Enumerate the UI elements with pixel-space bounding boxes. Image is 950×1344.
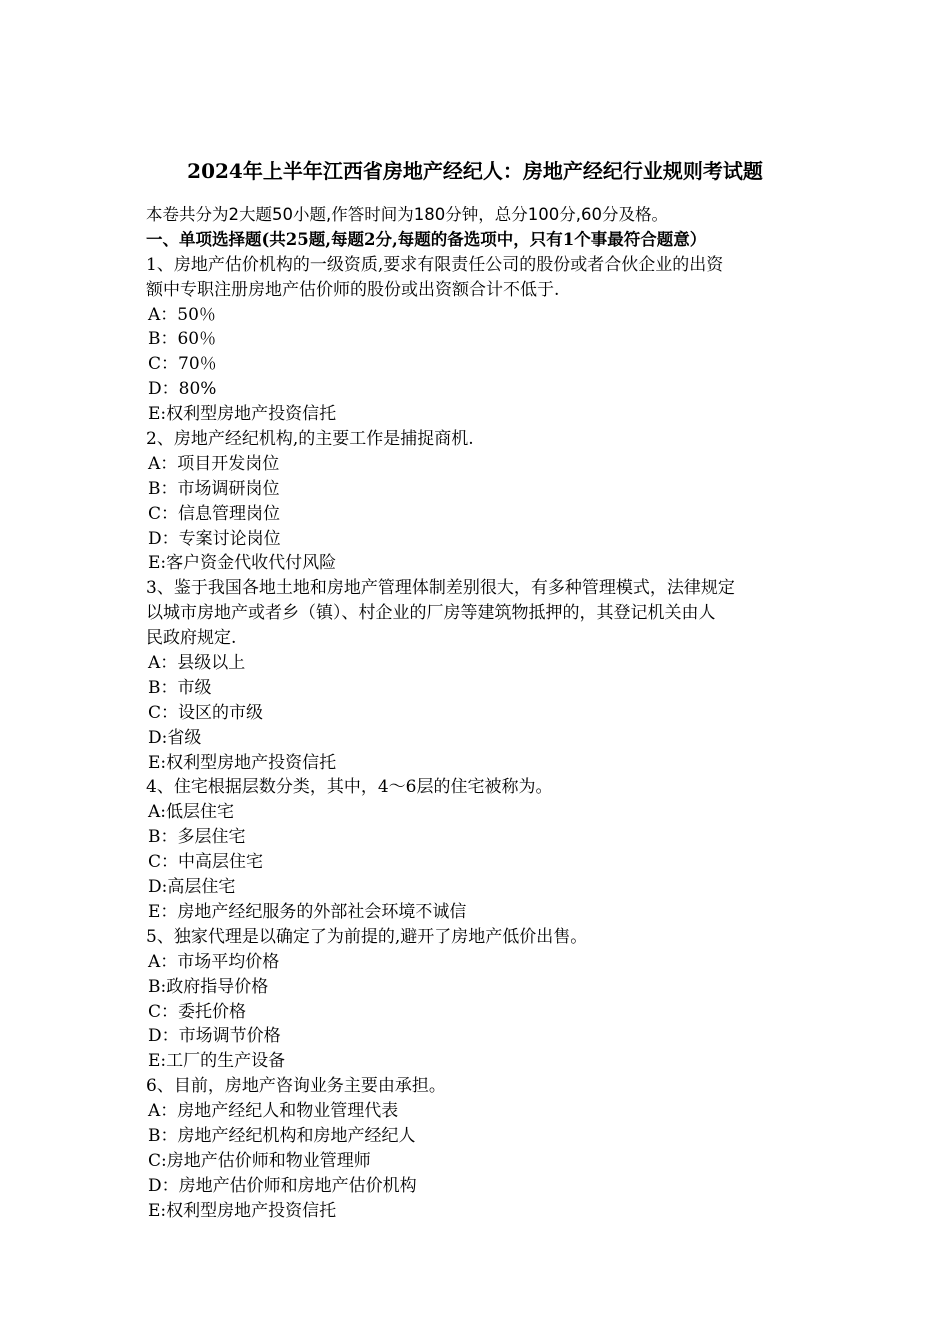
question-item bbox=[146, 775, 826, 924]
question-stem-line: 6、目前，房地产咨询业务主要由承担。 bbox=[146, 1076, 446, 1097]
answer-option: D：房地产估价师和房地产估价机构 bbox=[148, 1175, 417, 1196]
answer-option: D:高层住宅 bbox=[148, 877, 236, 898]
question-stem-line: 2、房地产经纪机构,的主要工作是捕捉商机. bbox=[146, 429, 474, 450]
answer-option: C：70％ bbox=[148, 354, 217, 375]
question-stem-line: 以城市房地产或者乡（镇）、村企业的厂房等建筑物抵押的，其登记机关由人 bbox=[146, 603, 716, 624]
question-stem-line: 民政府规定. bbox=[146, 628, 237, 649]
answer-option: C:房地产估价师和物业管理师 bbox=[148, 1150, 371, 1171]
section-heading: 一、单项选择题(共25题,每题2分,每题的备选项中，只有1个事最符合题意） bbox=[146, 229, 707, 249]
answer-option: D:省级 bbox=[148, 727, 202, 748]
answer-option: E:权利型房地产投资信托 bbox=[148, 1200, 337, 1221]
answer-option: B：60％ bbox=[148, 329, 217, 350]
question-item bbox=[146, 1074, 826, 1223]
answer-option: A：县级以上 bbox=[148, 653, 246, 674]
answer-option: A：50％ bbox=[148, 304, 216, 325]
answer-option: E:客户资金代收代付风险 bbox=[148, 553, 337, 574]
answer-option: E:权利型房地产投资信托 bbox=[148, 404, 337, 425]
answer-option: E：房地产经纪服务的外部社会环境不诚信 bbox=[148, 901, 467, 922]
question-item bbox=[146, 427, 826, 576]
answer-option: B：房地产经纪机构和房地产经纪人 bbox=[148, 1125, 416, 1146]
answer-option: A:低层住宅 bbox=[148, 802, 235, 823]
answer-option: A：房地产经纪人和物业管理代表 bbox=[148, 1101, 399, 1122]
question-item bbox=[146, 576, 826, 775]
question-stem-line: 3、鉴于我国各地土地和房地产管理体制差别很大，有多种管理模式，法律规定 bbox=[146, 578, 735, 599]
question-stem-line: 4、住宅根据层数分类，其中，4～6层的住宅被称为。 bbox=[146, 777, 553, 798]
answer-option: A：项目开发岗位 bbox=[148, 453, 280, 474]
question-item bbox=[146, 253, 826, 427]
question-stem-line: 额中专职注册房地产估价师的股份或出资额合计不低于. bbox=[146, 279, 560, 300]
document-body bbox=[146, 203, 826, 1224]
answer-option: B：多层住宅 bbox=[148, 827, 246, 848]
answer-option: C：设区的市级 bbox=[148, 702, 264, 723]
question-stem-line: 1、房地产估价机构的一级资质,要求有限责任公司的股份或者合伙企业的出资 bbox=[146, 254, 724, 275]
answer-option: C：委托价格 bbox=[148, 1001, 247, 1022]
answer-option: B:政府指导价格 bbox=[148, 976, 269, 997]
question-item bbox=[146, 925, 826, 1074]
answer-option: D：专案讨论岗位 bbox=[148, 528, 281, 549]
answer-option: E:权利型房地产投资信托 bbox=[148, 752, 337, 773]
answer-option: D：市场调节价格 bbox=[148, 1026, 281, 1047]
answer-option: B：市场调研岗位 bbox=[148, 478, 280, 499]
exam-intro: 本卷共分为2大题50小题,作答时间为180分钟，总分100分,60分及格。 bbox=[146, 205, 668, 224]
answer-option: B：市级 bbox=[148, 677, 212, 698]
answer-option: A：市场平均价格 bbox=[148, 951, 280, 972]
document-title: 2024年上半年江西省房地产经纪人：房地产经纪行业规则考试题 bbox=[187, 159, 763, 183]
question-stem-line: 5、独家代理是以确定了为前提的,避开了房地产低价出售。 bbox=[146, 926, 588, 947]
answer-option: D：80% bbox=[148, 379, 217, 400]
answer-option: E:工厂的生产设备 bbox=[148, 1051, 286, 1072]
question-list bbox=[146, 253, 826, 1224]
answer-option: C：信息管理岗位 bbox=[148, 503, 281, 524]
answer-option: C：中高层住宅 bbox=[148, 852, 264, 873]
